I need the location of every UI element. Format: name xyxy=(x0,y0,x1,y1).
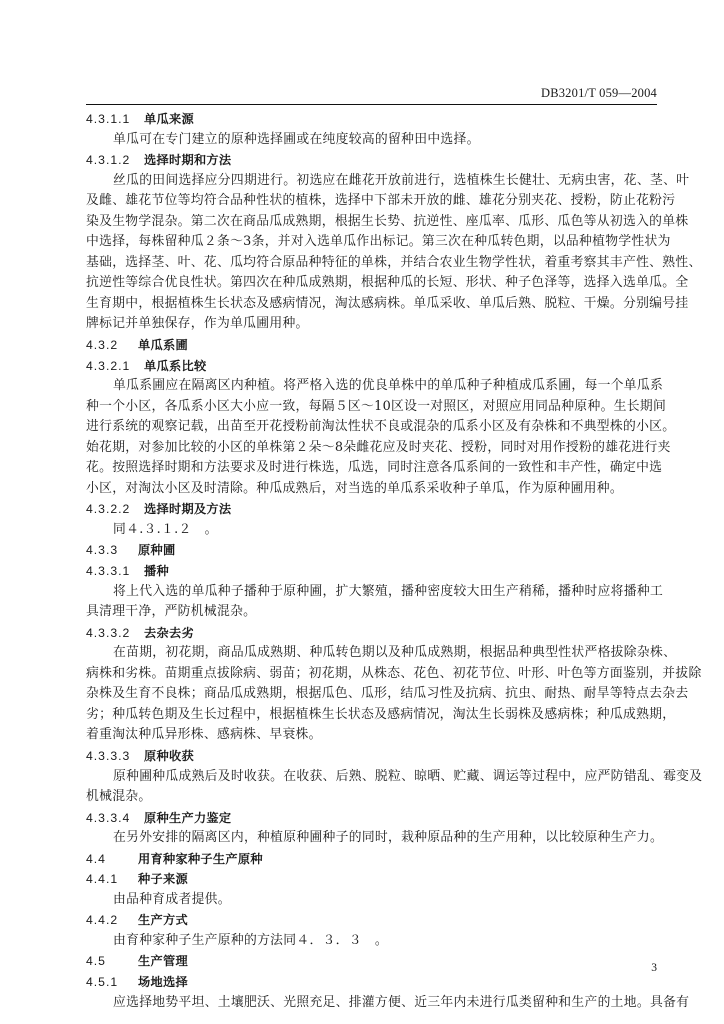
section-number: 4.3.3.3 xyxy=(86,748,131,763)
section-number: 4.4.1 xyxy=(86,872,119,887)
paragraph-line: 中选择，每株留种瓜２条～3条，并对入选单瓜作出标记。第三次在种瓜转色期，以品种植物学性状为 xyxy=(86,234,671,250)
paragraph-line: 由育种家种子生产原种的方法同４．３．３ 。 xyxy=(113,932,389,948)
page-number: 3 xyxy=(651,962,657,974)
section-number: 4.5.1 xyxy=(86,974,119,989)
section-number: 4.3.1.2 xyxy=(86,153,131,168)
section-title: 选择时期和方法 xyxy=(144,153,232,168)
paragraph-line: 将上代入选的单瓜种子播种于原种圃，扩大繁殖，播种密度较大田生产稍稀，播种时应将播种工 xyxy=(113,583,664,599)
paragraph-line: 生育期中，根据植株生长状态及感病情况，淘汰感病株。单瓜采收、单瓜后熟、脱粒、干燥。分别编号挂 xyxy=(86,295,689,311)
paragraph-line: 丝瓜的田间选择应分四期进行。初选应在雌花开放前进行，选植株生长健壮、无病虫害，花、茎、叶 xyxy=(113,172,690,188)
paragraph-line: 染及生物学混杂。第二次在商品瓜成熟期，根据生长势、抗逆性、座瓜率、瓜形、瓜色等从初选入的单株 xyxy=(86,213,689,229)
paragraph-line: 进行系统的观察记载，出苗至开花授粉前淘汰性状不良或混杂的瓜系小区及有杂株和不典型株的小区。 xyxy=(86,419,676,435)
section-heading xyxy=(86,951,657,972)
section-title: 去杂去劣 xyxy=(144,625,194,640)
section-heading xyxy=(86,623,657,644)
paragraph-line: 单瓜系圃应在隔离区内种植。将严格入选的优良单株中的单瓜种子种植成瓜系圃，每一个单瓜系 xyxy=(113,378,664,394)
paragraph-line: 应选择地势平坦、土壤肥沃、光照充足、排灌方便、近三年内未进行瓜类留种和生产的土地。具备有 xyxy=(113,994,690,1010)
paragraph-line: 抗逆性等综合优良性状。第四次在种瓜成熟期，根据种瓜的长短、形状、种子色泽等，选择入选单瓜。全 xyxy=(86,275,689,291)
section-heading xyxy=(86,808,657,829)
section-title: 原种收获 xyxy=(144,748,194,763)
section-heading xyxy=(86,972,657,993)
paragraph-line: 在另外安排的隔离区内，种植原种圃种子的同时，栽种原品种的生产用种，以比较原种生产力。 xyxy=(113,830,664,846)
section-title: 单瓜系比较 xyxy=(144,358,207,373)
section-number: 4.5 xyxy=(86,954,106,969)
section-number: 4.4.2 xyxy=(86,913,119,928)
section-heading xyxy=(86,335,657,356)
section-title: 场地选择 xyxy=(138,974,188,989)
section-number: 4.3.2 xyxy=(86,338,119,353)
section-heading xyxy=(86,109,657,130)
section-title: 选择时期及方法 xyxy=(144,502,232,517)
section-heading xyxy=(86,356,657,377)
paragraph-line: 同４.３.１.２ 。 xyxy=(113,521,218,537)
paragraph-line: 病株和劣株。苗期重点拔除病、弱苗；初花期，从株态、花色、初花节位、叶形、叶色等方面鉴别，并拔除 xyxy=(86,665,702,681)
section-title: 种子来源 xyxy=(138,872,188,887)
section-title: 生产方式 xyxy=(138,913,188,928)
standard-code: DB3201/T 059—2004 xyxy=(540,86,657,100)
section-title: 播种 xyxy=(144,564,169,579)
section-number: 4.3.3.1 xyxy=(86,564,131,579)
paragraph-line: 单瓜可在专门建立的原种选择圃或在纯度较高的留种田中选择。 xyxy=(113,131,480,147)
section-heading xyxy=(86,540,657,561)
paragraph-line: 牌标记并单独保存，作为单瓜圃用种。 xyxy=(86,316,309,332)
section-title: 生产管理 xyxy=(138,954,188,969)
paragraph-line: 由品种育成者提供。 xyxy=(113,891,231,907)
header-rule xyxy=(86,104,657,105)
section-number: 4.3.2.1 xyxy=(86,358,131,373)
section-title: 原种生产力鉴定 xyxy=(144,810,232,825)
section-heading xyxy=(86,910,657,931)
section-number: 4.3.3.2 xyxy=(86,625,131,640)
section-heading xyxy=(86,150,657,171)
section-number: 4.3.3 xyxy=(86,543,119,558)
paragraph-line: 机械混杂。 xyxy=(86,789,152,805)
section-title: 原种圃 xyxy=(138,543,176,558)
section-number: 4.4 xyxy=(86,851,106,866)
section-number: 4.3.2.2 xyxy=(86,502,131,517)
section-heading xyxy=(86,849,657,870)
paragraph-line: 花。按照选择时期和方法要求及时进行株选，瓜选，同时注意各瓜系间的一致性和丰产性，确定中选 xyxy=(86,460,663,476)
section-title: 用育种家种子生产原种 xyxy=(138,851,263,866)
section-heading xyxy=(86,499,657,520)
paragraph-line: 种一个小区，各瓜系小区大小应一致，每隔５区～10区设一对照区，对照应用同品种原种。生长期间 xyxy=(86,398,667,414)
paragraph-line: 劣；种瓜转色期及生长过程中，根据植株生长状态及感病情况，淘汰生长弱株及感病株；种瓜成熟期， xyxy=(86,706,676,722)
paragraph-line: 及雌、雄花节位等均符合品种性状的植株，选择中下部未开放的雌、雄花分别夹花、授粉，防止花粉污 xyxy=(86,193,676,209)
section-title: 单瓜系圃 xyxy=(138,338,188,353)
section-heading xyxy=(86,561,657,582)
paragraph-line: 杂株及生育不良株；商品瓜成熟期，根据瓜色、瓜形，结瓜习性及抗病、抗虫、耐热、耐旱等特点去杂去 xyxy=(86,686,689,702)
paragraph-line: 具清理干净，严防机械混杂。 xyxy=(86,604,257,620)
paragraph-line: 始花期，对参加比较的小区的单株第２朵～8朵雌花应及时夹花、授粉，同时对用作授粉的雄花进行夹 xyxy=(86,439,671,455)
section-number: 4.3.1.1 xyxy=(86,112,131,126)
paragraph-line: 着重淘汰种瓜异形株、感病株、早衰株。 xyxy=(86,727,322,743)
paragraph-line: 原种圃种瓜成熟后及时收获。在收获、后熟、脱粒、晾晒、贮藏、调运等过程中，应严防错乱、霉变及 xyxy=(113,768,703,784)
paragraph-line: 在苗期，初花期，商品瓜成熟期、种瓜转色期以及种瓜成熟期，根据品种典型性状严格拔除杂株、 xyxy=(113,645,677,661)
section-heading xyxy=(86,869,657,890)
document-body xyxy=(86,109,703,1013)
section-title: 单瓜来源 xyxy=(144,112,194,126)
paragraph-line: 小区，对淘汰小区及时清除。种瓜成熟后，对当选的单瓜系采收种子单瓜，作为原种圃用种。 xyxy=(86,480,623,496)
section-number: 4.3.3.4 xyxy=(86,810,131,825)
paragraph-line: 基础，选择茎、叶、花、瓜均符合原品种特征的单株，并结合农业生物学性状，着重考察其丰产性、熟性、 xyxy=(86,254,702,270)
section-heading xyxy=(86,746,657,767)
